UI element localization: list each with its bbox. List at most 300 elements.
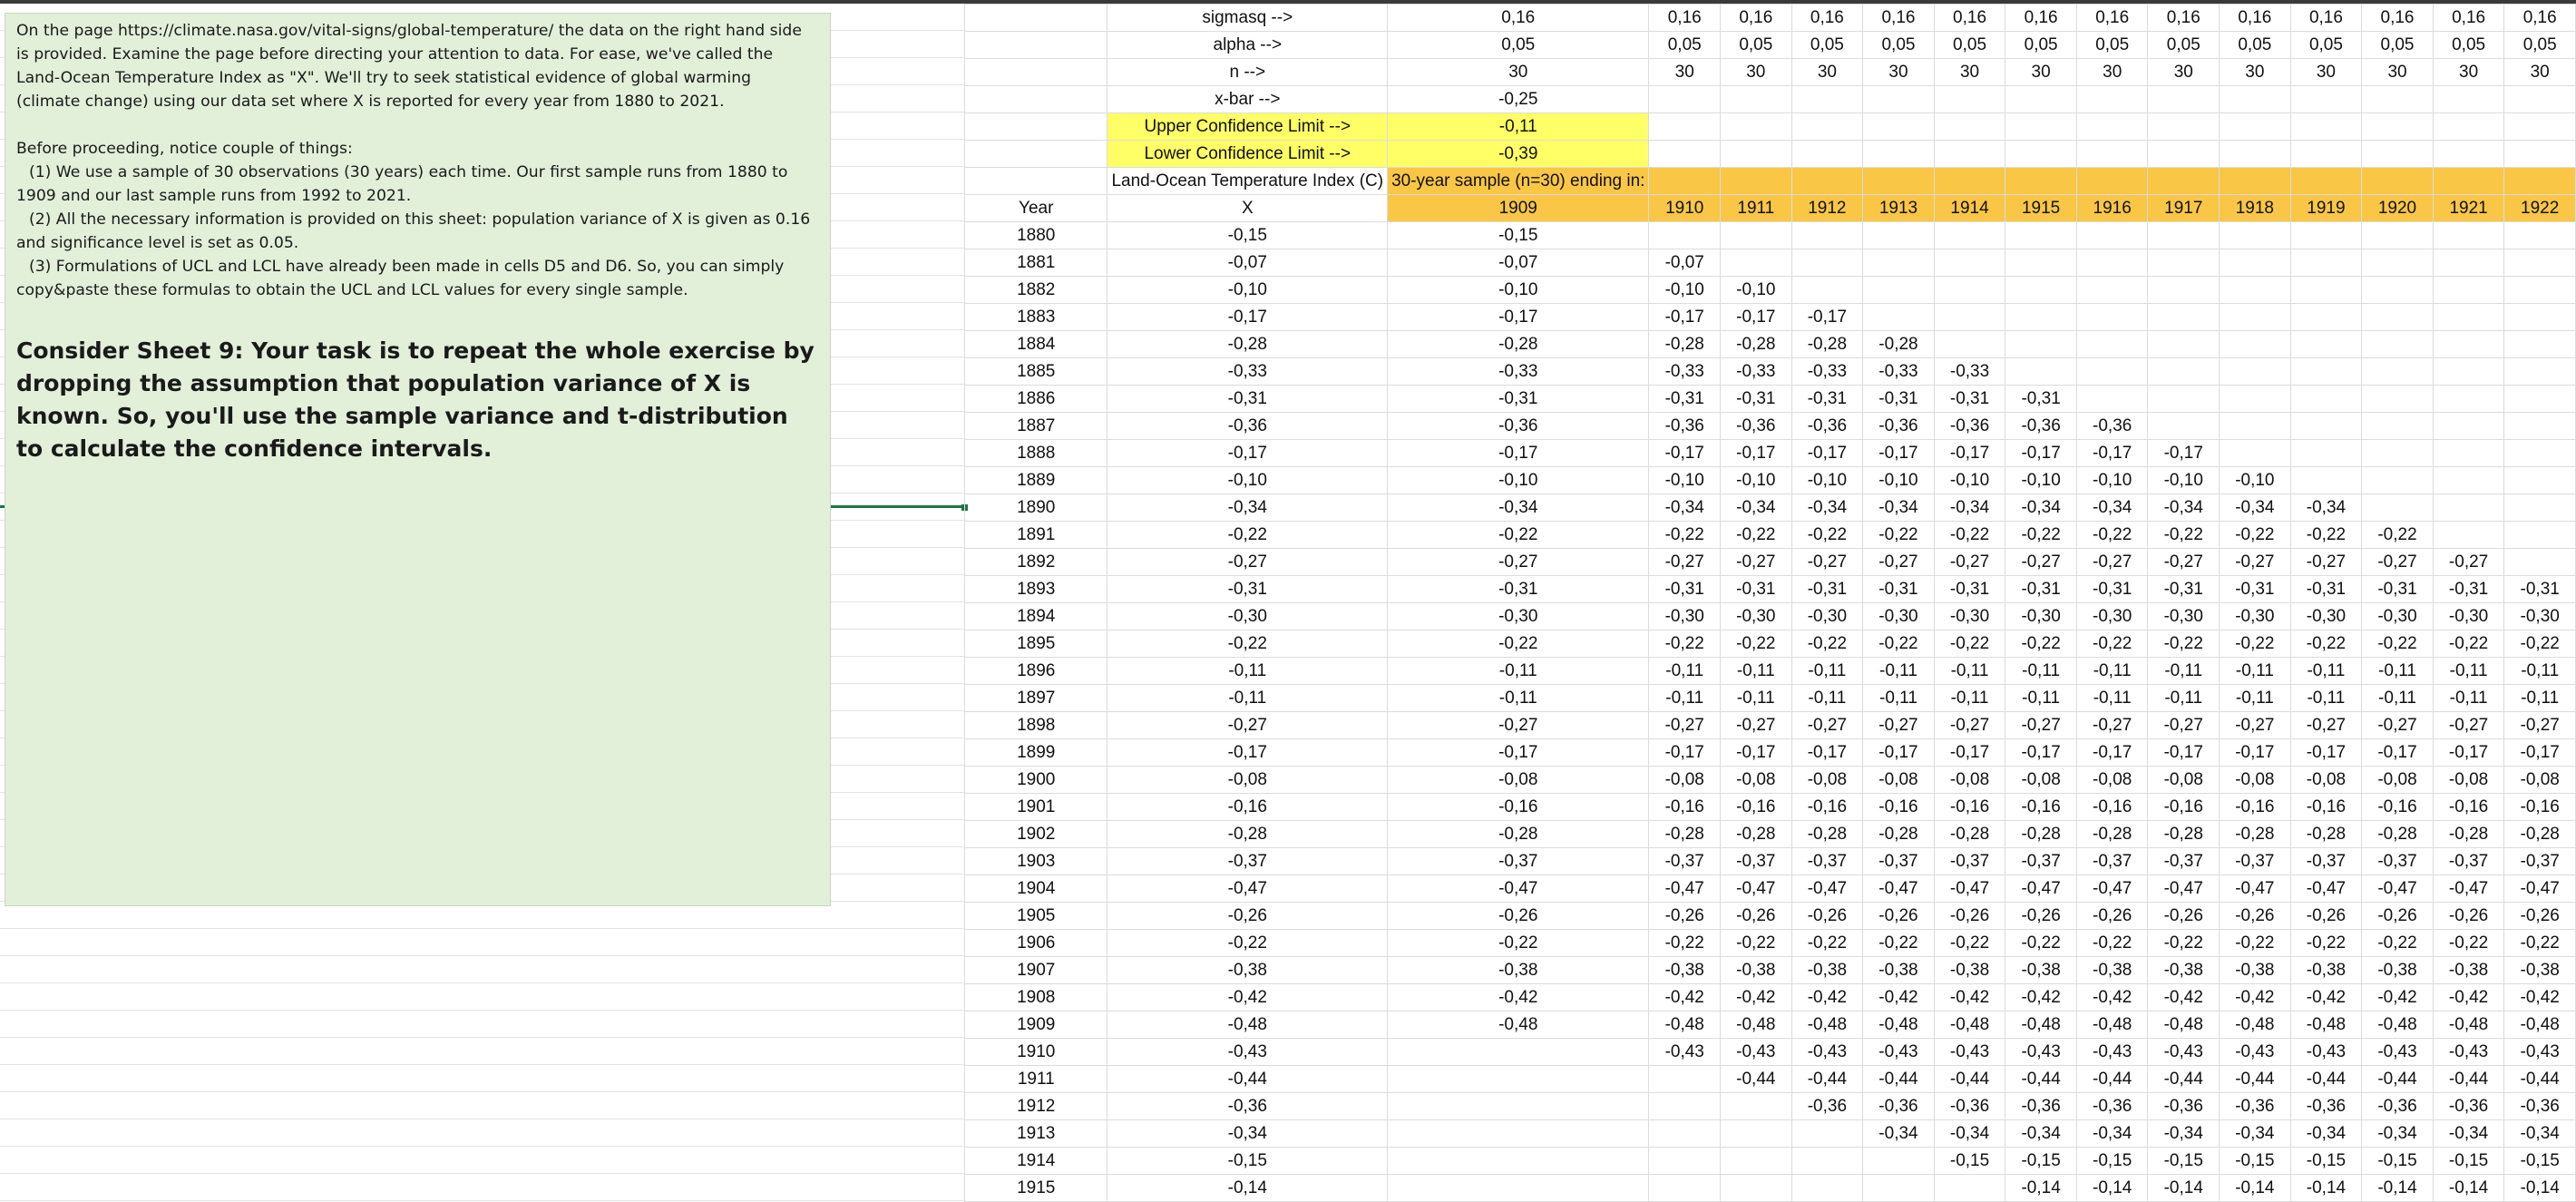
sample-value[interactable]: -0,36 (1863, 1093, 1935, 1120)
empty-cell[interactable] (2504, 494, 2576, 522)
empty-cell[interactable] (2290, 304, 2362, 331)
sample-value[interactable]: -0,47 (2005, 875, 2077, 903)
alpha-value[interactable]: 0,05 (1721, 32, 1792, 59)
sample-value[interactable]: -0,43 (2005, 1039, 2077, 1066)
sample-value[interactable]: -0,17 (1388, 304, 1649, 331)
empty-cell[interactable] (2362, 113, 2434, 141)
year-cell[interactable]: 1899 (965, 739, 1107, 767)
sample-value[interactable]: -0,44 (2504, 1066, 2576, 1093)
sample-value[interactable]: -0,36 (2076, 1093, 2148, 1120)
sample-value[interactable]: -0,15 (2220, 1148, 2291, 1175)
sample-value[interactable]: -0,22 (1388, 522, 1649, 549)
alpha-value[interactable]: 0,05 (1388, 32, 1649, 59)
empty-cell[interactable] (1791, 113, 1863, 141)
header-fill[interactable] (2005, 168, 2077, 195)
sample-value[interactable]: -0,26 (1388, 903, 1649, 930)
empty-cell[interactable] (1791, 86, 1863, 113)
sample-value[interactable]: -0,37 (2076, 848, 2148, 875)
empty-cell[interactable] (1791, 222, 1863, 249)
sample-value[interactable]: -0,30 (2220, 603, 2291, 630)
sample-value[interactable]: -0,22 (1863, 522, 1935, 549)
sample-value[interactable]: -0,30 (1388, 603, 1649, 630)
sample-value[interactable]: -0,11 (2220, 658, 2291, 685)
sample-value[interactable]: -0,14 (2005, 1175, 2077, 1202)
empty-cell[interactable] (1649, 222, 1721, 249)
sample-value[interactable]: -0,30 (1863, 603, 1935, 630)
sample-value[interactable]: -0,27 (2433, 549, 2504, 576)
x-value[interactable]: -0,36 (1107, 413, 1388, 440)
empty-cell[interactable] (2290, 141, 2362, 168)
empty-cell[interactable] (1863, 249, 1935, 277)
sample-value[interactable]: -0,17 (1649, 440, 1721, 467)
empty-cell[interactable] (2076, 331, 2148, 358)
empty-cell[interactable] (1934, 113, 2005, 141)
sample-value[interactable]: -0,34 (2148, 494, 2220, 522)
empty-cell[interactable] (2148, 277, 2220, 304)
empty-cell[interactable] (2362, 304, 2434, 331)
sample-value[interactable]: -0,14 (2362, 1175, 2434, 1202)
sample-value[interactable]: -0,08 (2005, 767, 2077, 794)
sample-value[interactable]: -0,28 (1863, 331, 1935, 358)
sample-value[interactable]: -0,27 (2362, 549, 2434, 576)
empty-cell[interactable] (2362, 440, 2434, 467)
sample-value[interactable]: -0,37 (1863, 848, 1935, 875)
sample-value[interactable]: -0,34 (2005, 494, 2077, 522)
sample-value[interactable]: -0,11 (1649, 685, 1721, 712)
sample-value[interactable]: -0,38 (1863, 957, 1935, 984)
empty-cell[interactable] (1934, 304, 2005, 331)
sample-value[interactable]: -0,17 (1791, 304, 1863, 331)
empty-cell[interactable] (2148, 386, 2220, 413)
sample-value[interactable]: -0,22 (2290, 630, 2362, 658)
sample-value[interactable]: -0,11 (2148, 658, 2220, 685)
sample-end-year[interactable]: 1917 (2148, 195, 2220, 222)
header-fill[interactable] (2076, 168, 2148, 195)
year-cell[interactable]: 1911 (965, 1066, 1107, 1093)
sample-value[interactable]: -0,37 (1721, 848, 1792, 875)
sample-value[interactable]: -0,27 (1791, 712, 1863, 739)
sample-value[interactable]: -0,16 (2433, 794, 2504, 821)
sample-value[interactable]: -0,44 (2290, 1066, 2362, 1093)
sample-value[interactable]: -0,33 (1863, 358, 1935, 386)
sample-value[interactable]: -0,47 (2504, 875, 2576, 903)
sample-value[interactable]: -0,10 (1388, 277, 1649, 304)
header-fill[interactable] (2433, 168, 2504, 195)
header-fill[interactable] (2362, 168, 2434, 195)
sample-value[interactable]: -0,11 (2005, 658, 2077, 685)
sample-value[interactable]: -0,33 (1388, 358, 1649, 386)
empty-cell[interactable] (2362, 386, 2434, 413)
sample-end-year[interactable]: 1918 (2220, 195, 2291, 222)
x-value[interactable]: -0,43 (1107, 1039, 1388, 1066)
header-fill[interactable] (2290, 168, 2362, 195)
sample-value[interactable]: -0,14 (2076, 1175, 2148, 1202)
sample-value[interactable]: -0,31 (1791, 386, 1863, 413)
header-fill[interactable] (1934, 168, 2005, 195)
x-value[interactable]: -0,28 (1107, 331, 1388, 358)
sample-value[interactable]: -0,15 (2148, 1148, 2220, 1175)
sample-value[interactable]: -0,26 (1791, 903, 1863, 930)
sample-value[interactable]: -0,47 (1934, 875, 2005, 903)
empty-cell[interactable] (965, 59, 1107, 86)
sample-value[interactable]: -0,17 (2220, 739, 2291, 767)
sample-value[interactable]: -0,10 (1721, 277, 1792, 304)
empty-cell[interactable] (2076, 113, 2148, 141)
sample-value[interactable]: -0,17 (2362, 739, 2434, 767)
sample-value[interactable]: -0,16 (1649, 794, 1721, 821)
sample-value[interactable]: -0,43 (1791, 1039, 1863, 1066)
year-cell[interactable]: 1889 (965, 467, 1107, 494)
x-value[interactable]: -0,11 (1107, 658, 1388, 685)
empty-cell[interactable] (1863, 86, 1935, 113)
sample-value[interactable]: -0,42 (2433, 984, 2504, 1011)
sample-value[interactable]: -0,47 (1721, 875, 1792, 903)
n-value[interactable]: 30 (2362, 59, 2434, 86)
sample-value[interactable]: -0,10 (1649, 277, 1721, 304)
sample-value[interactable]: -0,22 (2362, 630, 2434, 658)
sample-value[interactable]: -0,48 (2362, 1011, 2434, 1039)
sample-value[interactable]: -0,48 (2433, 1011, 2504, 1039)
sample-value[interactable]: -0,30 (2504, 603, 2576, 630)
sample-value[interactable]: -0,14 (2433, 1175, 2504, 1202)
year-cell[interactable]: 1890 (965, 494, 1107, 522)
sample-value[interactable]: -0,17 (1791, 440, 1863, 467)
sample-value[interactable]: -0,22 (2076, 522, 2148, 549)
sample-value[interactable]: -0,22 (1934, 630, 2005, 658)
empty-cell[interactable] (2433, 113, 2504, 141)
sample-value[interactable]: -0,15 (2290, 1148, 2362, 1175)
sample-value[interactable]: -0,08 (2290, 767, 2362, 794)
empty-cell[interactable] (2005, 222, 2077, 249)
empty-cell[interactable] (2220, 141, 2291, 168)
sample-value[interactable]: -0,31 (2005, 386, 2077, 413)
sample-value[interactable]: -0,26 (1649, 903, 1721, 930)
sample-value[interactable]: -0,28 (1721, 821, 1792, 848)
sample-value[interactable]: -0,37 (2362, 848, 2434, 875)
sample-value[interactable]: -0,31 (1388, 576, 1649, 603)
empty-cell[interactable] (1721, 86, 1792, 113)
sample-value[interactable]: -0,16 (1721, 794, 1792, 821)
empty-cell[interactable] (2148, 222, 2220, 249)
sample-value[interactable]: -0,10 (1388, 467, 1649, 494)
alpha-label[interactable]: alpha --> (1107, 32, 1388, 59)
sample-value[interactable]: -0,26 (1721, 903, 1792, 930)
sample-value[interactable]: -0,08 (1934, 767, 2005, 794)
empty-cell[interactable] (2290, 358, 2362, 386)
sample-value[interactable]: -0,36 (2433, 1093, 2504, 1120)
sample-value[interactable]: -0,30 (1721, 603, 1792, 630)
header-fill[interactable] (1721, 168, 1792, 195)
empty-cell[interactable] (1863, 277, 1935, 304)
sample-value[interactable]: -0,27 (1388, 549, 1649, 576)
sample-value[interactable]: -0,08 (1649, 767, 1721, 794)
sample-value[interactable]: -0,17 (2076, 440, 2148, 467)
sample-value[interactable]: -0,27 (1649, 712, 1721, 739)
year-cell[interactable]: 1897 (965, 685, 1107, 712)
sample-value[interactable]: -0,11 (2076, 685, 2148, 712)
index-title[interactable]: Land-Ocean Temperature Index (C) (1107, 168, 1388, 195)
sample-value[interactable]: -0,11 (1721, 658, 1792, 685)
empty-cell[interactable] (2433, 413, 2504, 440)
year-cell[interactable]: 1896 (965, 658, 1107, 685)
empty-cell[interactable] (2005, 358, 2077, 386)
sample-value[interactable]: -0,47 (2433, 875, 2504, 903)
sigmasq-value[interactable]: 0,16 (1388, 5, 1649, 32)
sample-value[interactable]: -0,31 (1934, 386, 2005, 413)
sample-value[interactable]: -0,17 (1863, 739, 1935, 767)
sample-value[interactable]: -0,31 (1863, 386, 1935, 413)
sample-value[interactable]: -0,10 (1863, 467, 1935, 494)
sample-value[interactable]: -0,27 (1791, 549, 1863, 576)
sample-value[interactable]: -0,16 (2005, 794, 2077, 821)
sample-value[interactable]: -0,27 (2005, 549, 2077, 576)
sample-value[interactable]: -0,11 (2433, 658, 2504, 685)
sample-value[interactable]: -0,43 (1863, 1039, 1935, 1066)
sample-value[interactable]: -0,38 (1934, 957, 2005, 984)
sample-value[interactable]: -0,22 (2290, 930, 2362, 957)
sample-end-year[interactable]: 1921 (2433, 195, 2504, 222)
sample-value[interactable]: -0,42 (1721, 984, 1792, 1011)
empty-cell[interactable] (2362, 413, 2434, 440)
sample-value[interactable]: -0,42 (1649, 984, 1721, 1011)
sample-value[interactable]: -0,36 (1934, 413, 2005, 440)
sample-value[interactable]: -0,27 (1721, 549, 1792, 576)
sample-value[interactable]: -0,27 (2290, 712, 2362, 739)
year-cell[interactable]: 1914 (965, 1148, 1107, 1175)
sample-value[interactable]: -0,15 (2076, 1148, 2148, 1175)
year-cell[interactable]: 1882 (965, 277, 1107, 304)
empty-cell[interactable] (1721, 1093, 1792, 1120)
sample-value[interactable]: -0,27 (2433, 712, 2504, 739)
sample-value[interactable]: -0,38 (2504, 957, 2576, 984)
empty-cell[interactable] (2220, 358, 2291, 386)
empty-cell[interactable] (2148, 358, 2220, 386)
empty-cell[interactable] (2220, 249, 2291, 277)
empty-cell[interactable] (1934, 86, 2005, 113)
empty-cell[interactable] (2504, 113, 2576, 141)
sample-value[interactable]: -0,43 (2362, 1039, 2434, 1066)
empty-cell[interactable] (1863, 1175, 1935, 1202)
sample-value[interactable]: -0,31 (2433, 576, 2504, 603)
sample-value[interactable]: -0,10 (1934, 467, 2005, 494)
alpha-value[interactable]: 0,05 (2076, 32, 2148, 59)
sample-value[interactable]: -0,10 (1721, 467, 1792, 494)
n-value[interactable]: 30 (2005, 59, 2077, 86)
empty-cell[interactable] (1721, 249, 1792, 277)
sample-value[interactable]: -0,15 (1388, 222, 1649, 249)
sigmasq-value[interactable]: 0,16 (2076, 5, 2148, 32)
sample-value[interactable]: -0,22 (1388, 930, 1649, 957)
sample-value[interactable]: -0,26 (2290, 903, 2362, 930)
sample-value[interactable]: -0,08 (1791, 767, 1863, 794)
sample-value[interactable]: -0,28 (1791, 331, 1863, 358)
sample-value[interactable]: -0,48 (2220, 1011, 2291, 1039)
sample-value[interactable]: -0,11 (2148, 685, 2220, 712)
sample-value[interactable]: -0,44 (1791, 1066, 1863, 1093)
empty-cell[interactable] (2504, 440, 2576, 467)
year-cell[interactable]: 1912 (965, 1093, 1107, 1120)
empty-cell[interactable] (2433, 277, 2504, 304)
sample-value[interactable]: -0,27 (2290, 549, 2362, 576)
sample-value[interactable]: -0,22 (2148, 522, 2220, 549)
sample-value[interactable]: -0,16 (2290, 794, 2362, 821)
sample-value[interactable]: -0,16 (1388, 794, 1649, 821)
sample-value[interactable]: -0,47 (2220, 875, 2291, 903)
sample-value[interactable]: -0,31 (2504, 576, 2576, 603)
sample-value[interactable]: -0,08 (2362, 767, 2434, 794)
sample-value[interactable]: -0,27 (1649, 549, 1721, 576)
x-value[interactable]: -0,37 (1107, 848, 1388, 875)
sample-value[interactable]: -0,11 (1934, 685, 2005, 712)
sample-value[interactable]: -0,17 (1721, 304, 1792, 331)
sample-end-year[interactable]: 1909 (1388, 195, 1649, 222)
header-fill[interactable] (2148, 168, 2220, 195)
sample-value[interactable]: -0,48 (1791, 1011, 1863, 1039)
sample-value[interactable]: -0,38 (2433, 957, 2504, 984)
sample-value[interactable]: -0,27 (2005, 712, 2077, 739)
sample-value[interactable]: -0,26 (2005, 903, 2077, 930)
empty-cell[interactable] (965, 168, 1107, 195)
x-value[interactable]: -0,11 (1107, 685, 1388, 712)
sample-value[interactable]: -0,37 (2290, 848, 2362, 875)
sample-value[interactable]: -0,11 (1934, 658, 2005, 685)
sample-value[interactable]: -0,22 (1388, 630, 1649, 658)
empty-cell[interactable] (2362, 222, 2434, 249)
sample-value[interactable]: -0,22 (1863, 630, 1935, 658)
sample-value[interactable]: -0,22 (2433, 630, 2504, 658)
sample-value[interactable]: -0,43 (2290, 1039, 2362, 1066)
sample-value[interactable]: -0,43 (2220, 1039, 2291, 1066)
sample-value[interactable]: -0,26 (2504, 903, 2576, 930)
empty-cell[interactable] (1649, 1093, 1721, 1120)
sample-value[interactable]: -0,43 (1721, 1039, 1792, 1066)
sample-value[interactable]: -0,31 (1863, 576, 1935, 603)
sample-value[interactable]: -0,28 (1934, 821, 2005, 848)
x-value[interactable]: -0,30 (1107, 603, 1388, 630)
empty-cell[interactable] (2362, 358, 2434, 386)
empty-cell[interactable] (1791, 277, 1863, 304)
sample-value[interactable]: -0,26 (2220, 903, 2291, 930)
sample-value[interactable]: -0,27 (2362, 712, 2434, 739)
sample-value[interactable]: -0,26 (2362, 903, 2434, 930)
empty-cell[interactable] (2290, 222, 2362, 249)
empty-cell[interactable] (2433, 522, 2504, 549)
n-value[interactable]: 30 (2504, 59, 2576, 86)
sample-value[interactable]: -0,11 (2290, 658, 2362, 685)
sample-value[interactable]: -0,34 (2076, 1120, 2148, 1148)
empty-cell[interactable] (1388, 1175, 1649, 1202)
empty-cell[interactable] (1649, 141, 1721, 168)
sample-value[interactable]: -0,31 (2076, 576, 2148, 603)
sample-value[interactable]: -0,44 (2362, 1066, 2434, 1093)
empty-cell[interactable] (1721, 1148, 1792, 1175)
sample-value[interactable]: -0,10 (2220, 467, 2291, 494)
empty-cell[interactable] (2362, 249, 2434, 277)
x-value[interactable]: -0,14 (1107, 1175, 1388, 1202)
sample-value[interactable]: -0,34 (2504, 1120, 2576, 1148)
ucl-label[interactable]: Upper Confidence Limit --> (1107, 113, 1388, 141)
sample-value[interactable]: -0,48 (2148, 1011, 2220, 1039)
sample-value[interactable]: -0,22 (2433, 930, 2504, 957)
empty-cell[interactable] (2504, 549, 2576, 576)
sample-value[interactable]: -0,34 (1791, 494, 1863, 522)
sample-value[interactable]: -0,27 (2148, 712, 2220, 739)
sample-value[interactable]: -0,11 (1388, 658, 1649, 685)
sample-value[interactable]: -0,30 (1649, 603, 1721, 630)
sample-value[interactable]: -0,11 (2290, 685, 2362, 712)
sample-value[interactable]: -0,17 (1791, 739, 1863, 767)
sample-value[interactable]: -0,33 (1649, 358, 1721, 386)
year-cell[interactable]: 1884 (965, 331, 1107, 358)
x-value[interactable]: -0,10 (1107, 277, 1388, 304)
sample-value[interactable]: -0,37 (1791, 848, 1863, 875)
sample-value[interactable]: -0,47 (1863, 875, 1935, 903)
year-cell[interactable]: 1894 (965, 603, 1107, 630)
sample-value[interactable]: -0,17 (1388, 440, 1649, 467)
sample-value[interactable]: -0,17 (1934, 440, 2005, 467)
sample-value[interactable]: -0,31 (1934, 576, 2005, 603)
sample-value[interactable]: -0,16 (2504, 794, 2576, 821)
year-cell[interactable]: 1904 (965, 875, 1107, 903)
empty-cell[interactable] (2076, 304, 2148, 331)
n-value[interactable]: 30 (2148, 59, 2220, 86)
empty-cell[interactable] (2504, 141, 2576, 168)
alpha-value[interactable]: 0,05 (1934, 32, 2005, 59)
year-header[interactable]: Year (965, 195, 1107, 222)
sample-value[interactable]: -0,17 (1721, 739, 1792, 767)
empty-cell[interactable] (2076, 277, 2148, 304)
sample-value[interactable]: -0,48 (1649, 1011, 1721, 1039)
empty-cell[interactable] (2005, 113, 2077, 141)
sigmasq-value[interactable]: 0,16 (1934, 5, 2005, 32)
sample-value[interactable]: -0,36 (1791, 413, 1863, 440)
n-value[interactable]: 30 (1863, 59, 1935, 86)
empty-cell[interactable] (2504, 413, 2576, 440)
sample-value[interactable]: -0,34 (2076, 494, 2148, 522)
year-cell[interactable]: 1893 (965, 576, 1107, 603)
empty-cell[interactable] (2433, 440, 2504, 467)
empty-cell[interactable] (2220, 413, 2291, 440)
sample-value[interactable]: -0,28 (1791, 821, 1863, 848)
sample-value[interactable]: -0,15 (2433, 1148, 2504, 1175)
header-fill[interactable] (1649, 168, 1721, 195)
sample-value[interactable]: -0,07 (1649, 249, 1721, 277)
sample-end-year[interactable]: 1919 (2290, 195, 2362, 222)
x-value[interactable]: -0,42 (1107, 984, 1388, 1011)
sample-value[interactable]: -0,44 (2433, 1066, 2504, 1093)
sample-value[interactable]: -0,27 (2148, 549, 2220, 576)
sample-value[interactable]: -0,08 (2433, 767, 2504, 794)
sample-end-year[interactable]: 1922 (2504, 195, 2576, 222)
empty-cell[interactable] (2005, 86, 2077, 113)
sample-value[interactable]: -0,31 (1388, 386, 1649, 413)
sample-value[interactable]: -0,34 (2005, 1120, 2077, 1148)
sample-value[interactable]: -0,48 (2076, 1011, 2148, 1039)
empty-cell[interactable] (2433, 304, 2504, 331)
sample-value[interactable]: -0,36 (1721, 413, 1792, 440)
empty-cell[interactable] (2005, 304, 2077, 331)
alpha-value[interactable]: 0,05 (2005, 32, 2077, 59)
sample-value[interactable]: -0,48 (2005, 1011, 2077, 1039)
sample-value[interactable]: -0,34 (2290, 1120, 2362, 1148)
x-value[interactable]: -0,27 (1107, 549, 1388, 576)
year-cell[interactable]: 1901 (965, 794, 1107, 821)
sample-value[interactable]: -0,37 (2220, 848, 2291, 875)
sample-value[interactable]: -0,22 (2148, 930, 2220, 957)
sample-end-year[interactable]: 1913 (1863, 195, 1935, 222)
sample-value[interactable]: -0,27 (2076, 549, 2148, 576)
sample-value[interactable]: -0,22 (1791, 630, 1863, 658)
